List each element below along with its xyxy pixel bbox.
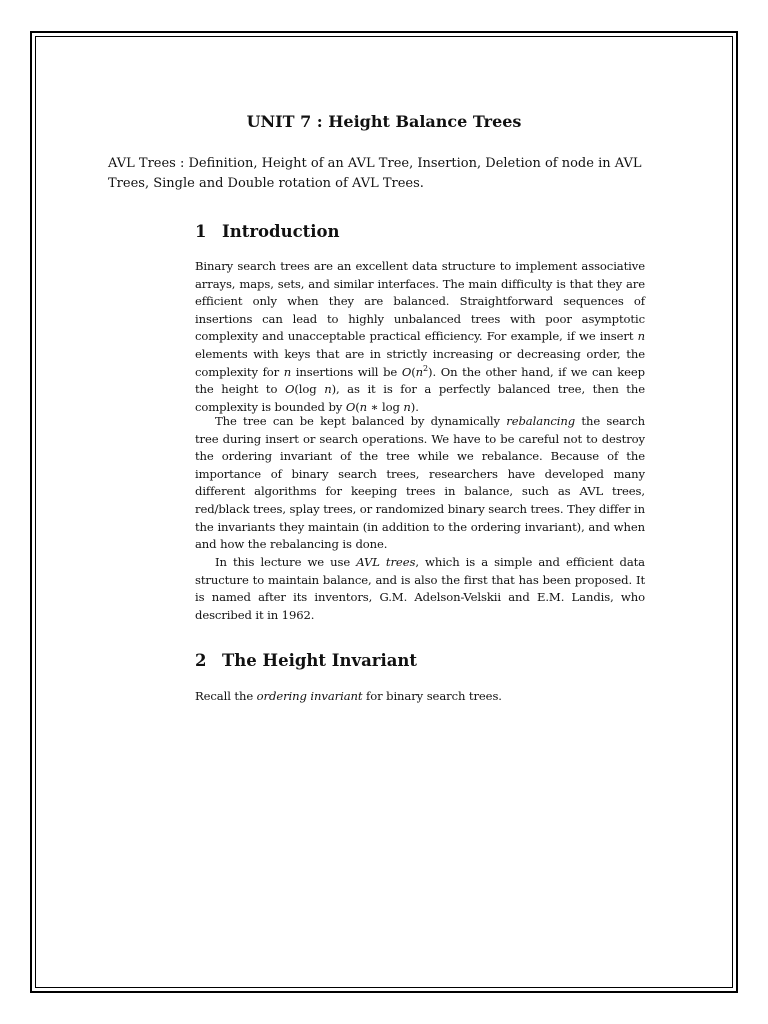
math-exponent: 2	[423, 363, 429, 373]
math-o: O	[345, 399, 356, 414]
text-run: In this lecture we use	[215, 555, 357, 569]
section-number: 1	[195, 222, 207, 241]
math-n: n	[359, 399, 368, 414]
math-o: O	[284, 382, 295, 397]
text-run: (log	[294, 382, 325, 397]
math-n: n	[403, 399, 411, 414]
math-n: n	[637, 329, 645, 344]
text-run: (	[411, 364, 416, 379]
emphasis: AVL trees	[356, 555, 416, 569]
text-run: ), as it is for a perfectly balanced tree, then the complexity is bounded by	[195, 382, 645, 414]
intro-paragraph-3	[195, 554, 645, 624]
text-run: elements with keys that are in strictly increasing or decreasing order, the complexity for	[195, 346, 645, 379]
text-run: Binary search trees are an excellent data structure to implement associative arrays, maps, sets, and similar interfaces. The main difficulty is that they are efficient only when they are balanced. Straightforward sequences of insertions can lead to highly unbalanced trees with poor asymptotic complexity and unacceptable practical efficiency. For example, if we insert	[195, 259, 645, 344]
text-run: for binary search trees.	[362, 689, 502, 703]
section-heading-height-invariant	[195, 651, 417, 670]
intro-paragraph-1	[195, 258, 645, 416]
section-title: The Height Invariant	[222, 651, 418, 670]
text-run: insertions will be	[291, 364, 402, 379]
section-number: 2	[195, 651, 207, 670]
text-run: , which is a simple and efficient data structure to maintain balance, and is also the first that has been proposed. It is named after its inventors, G.M. Adelson-Velskii and E.M. Landis, who described it in 1962.	[195, 555, 645, 622]
unit-title: UNIT 7 : Height Balance Trees	[246, 112, 522, 131]
math-n: n	[324, 382, 332, 397]
height-paragraph-1	[195, 688, 645, 706]
text-run: ).	[410, 399, 419, 414]
math-n: n	[283, 364, 292, 379]
section-title: Introduction	[222, 222, 340, 241]
text-run: (	[355, 399, 360, 414]
emphasis: rebalancing	[506, 414, 576, 428]
math-n: n	[415, 364, 424, 379]
math-o: O	[401, 364, 412, 379]
text-run: the search tree during insert or search operations. We have to be careful not to destroy the ordering invariant of the tree while we rebalance. Because of the importance of binary search trees, researchers have developed many different algorithms for keeping trees in balance, such as AVL trees, red/black trees, splay trees, or randomized binary search trees. They differ in the invariants they maintain (in addition to the ordering invariant), and when and how the rebalancing is done.	[195, 414, 645, 552]
text-run: The tree can be kept balanced by dynamically	[215, 414, 507, 428]
text-run: ). On the other hand, if we can keep the height to	[195, 364, 645, 397]
text-run: ∗ log	[367, 399, 404, 414]
unit-summary: AVL Trees : Definition, Height of an AVL Tree, Insertion, Deletion of node in AVL Trees, Single and Double rotation of AVL Trees.	[108, 156, 642, 191]
emphasis: ordering invariant	[256, 689, 363, 703]
section-heading-introduction	[195, 222, 340, 241]
text-run: Recall the	[195, 689, 257, 703]
intro-paragraph-2	[195, 413, 645, 554]
